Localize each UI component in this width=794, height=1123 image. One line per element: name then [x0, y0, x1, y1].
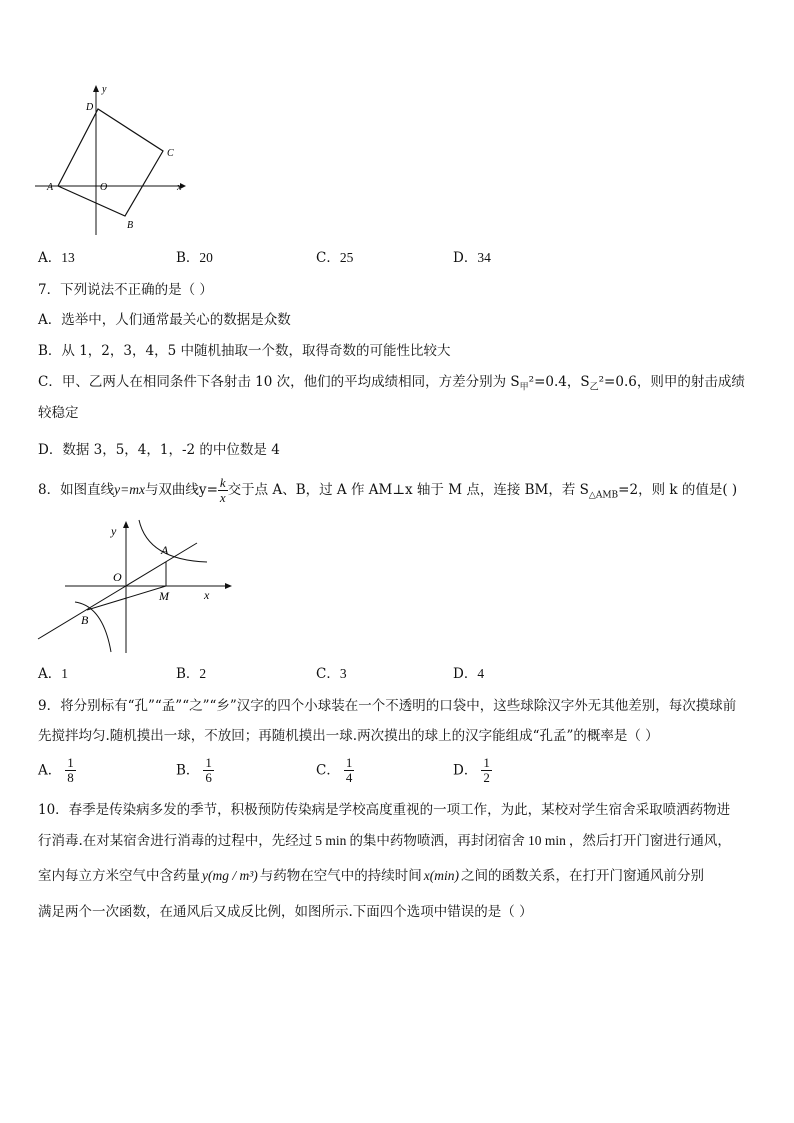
q7-option-a[interactable]: A．选举中，人们通常最关心的数据是众数 — [38, 312, 291, 328]
label-y: y — [111, 524, 117, 538]
label-y: y — [102, 84, 107, 95]
label-b: B — [127, 220, 134, 231]
label-x: x — [177, 182, 182, 193]
line-y-mx — [38, 543, 197, 639]
label-m: M — [159, 589, 169, 603]
q10-stem-line2: 行消毒.在对某宿舍进行消毒的过程中，先经过 5 min 的集中药物喷洒，再封闭宿舍 10 min ，然后打开门窗进行通风， — [38, 833, 731, 849]
q7-stem: 7．下列说法不正确的是（ ） — [38, 282, 213, 298]
q10-stem-line4: 满足两个一次函数，在通风后又成反比例，如图所示.下面四个选项中错误的是（ ） — [38, 904, 533, 920]
q6-option-a[interactable]: A．13 — [38, 250, 75, 266]
q7-option-b[interactable]: B．从 1，2，3，4，5 中随机抽取一个数，取得奇数的可能性比较大 — [38, 343, 451, 359]
label-x: x — [204, 588, 210, 602]
q9-option-b[interactable]: B． $\frac{1}{6}$ — [176, 755, 212, 785]
q8-stem: 8．如图直线y=mx与双曲线y= $\frac{k}{x}$ 交于点 A、B，过 A 作 AM⊥x 轴于 M 点，连接 BM，若 $S_{\triangle AMB}=2$，则 k 的值是( ) — [38, 475, 738, 505]
q6-option-d[interactable]: D．34 — [453, 250, 491, 266]
label-c: C — [167, 148, 174, 159]
q9-option-c[interactable]: C． $\frac{1}{4}$ — [316, 755, 353, 785]
q9-option-a[interactable]: A． $\frac{1}{8}$ — [38, 755, 74, 785]
y-axis-arrow — [123, 521, 129, 528]
q10-stem-line3: 室内每立方米空气中含药量 y(mg / m³) 与药物在空气中的持续时间 x(min) 之间的函数关系，在打开门窗通风前分别 — [38, 868, 705, 884]
q8-option-b[interactable]: B．2 — [176, 666, 207, 682]
label-d: D — [86, 102, 94, 113]
q7-option-c[interactable]: C．甲、乙两人在相同条件下各射击 10 次，他们的平均成绩相同，方差分别为 $S_甲^2=0.4$，$S_乙^2=0.6$，则甲的射击成绩 — [38, 374, 745, 393]
q10-stem-line1: 10．春季是传染病多发的季节，积极预防传染病是学校高度重视的一项工作，为此，某校对学生宿舍采取喷洒药物进 — [38, 802, 731, 818]
label-o: O — [100, 182, 108, 193]
label-b: B — [81, 613, 89, 627]
hyperbola-line-figure — [35, 518, 240, 658]
hyperbola-branch-1 — [139, 520, 207, 562]
q6-option-b[interactable]: B．20 — [176, 250, 213, 266]
q8-option-c[interactable]: C．3 — [316, 666, 347, 682]
q9-stem-line2: 先搅拌均匀.随机摸出一球，不放回；再随机摸出一球.两次摸出的球上的汉字能组成“孔孟”的概率是（ ） — [38, 728, 659, 744]
q6-option-c[interactable]: C．25 — [316, 250, 354, 266]
q7-option-d[interactable]: D．数据 3，5，4，1，-2 的中位数是 4 — [38, 442, 280, 458]
q8-option-a[interactable]: A．1 — [38, 666, 68, 682]
y-axis-arrow — [93, 85, 99, 92]
q8-option-d[interactable]: D．4 — [453, 666, 485, 682]
label-a: A — [47, 182, 54, 193]
q9-option-d[interactable]: D． $\frac{1}{2}$ — [453, 755, 490, 785]
hyperbola-branch-2 — [75, 602, 111, 652]
label-a: A — [161, 543, 169, 557]
square-abcd — [58, 109, 163, 216]
q9-stem-line1: 9．将分别标有“孔”“孟”“之”“乡”汉字的四个小球装在一个不透明的口袋中，这些球除汉字外无其他差别，每次摸球前 — [38, 698, 737, 714]
x-axis-arrow — [225, 583, 232, 589]
label-o: O — [113, 570, 122, 584]
q7-option-c-cont: 较稳定 — [38, 405, 79, 421]
square-coordinate-figure — [30, 80, 200, 240]
